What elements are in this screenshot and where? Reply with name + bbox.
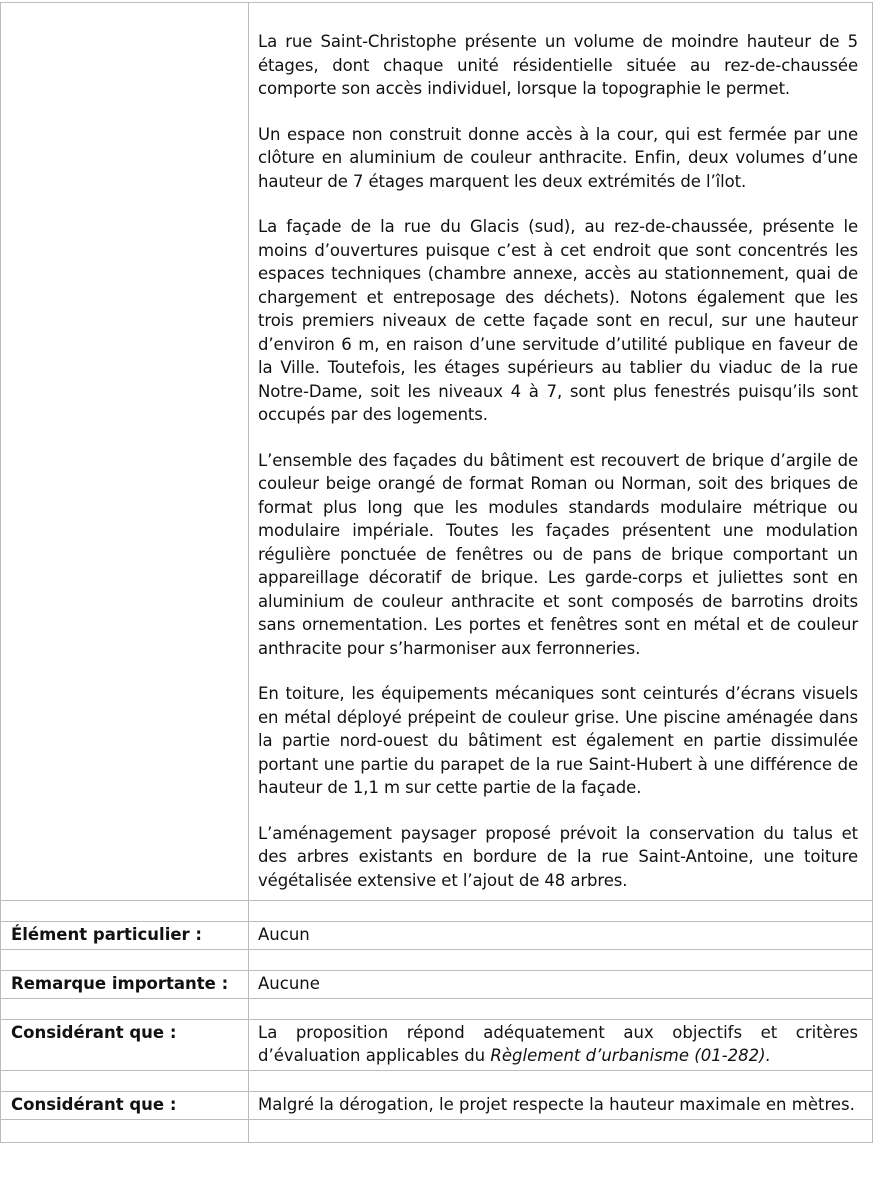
- description-row: [1, 3, 873, 901]
- paragraph-saint-christophe: La rue Saint-Christophe présente un volume de moindre hauteur de 5 étages, dont chaque unité résidentielle située au rez-de-chaussée comporte son accès individuel, lorsque la topographie le permet.: [258, 32, 858, 98]
- considerant-row-2: [1, 1092, 873, 1120]
- remarque-importante-label: Remarque importante :: [1, 971, 249, 999]
- element-particulier-value: Aucun: [249, 922, 873, 950]
- spacer-row: [1, 1120, 873, 1143]
- considerant-value-1: [249, 1020, 873, 1071]
- remarque-importante-value: Aucune: [249, 971, 873, 999]
- considerant-label-1: Considérant que :: [1, 1020, 249, 1071]
- considerant-row-1: [1, 1020, 873, 1071]
- paragraph-materiaux: L’ensemble des façades du bâtiment est recouvert de brique d’argile de couleur beige orangé de format Roman ou Norman, soit des briques de format plus long que les modules standards modulaire métrique ou modulaire impériale. Toutes les façades présentent une modulation régulière ponctuée de fenêtres ou de pans de brique comportant un appareillage décoratif de brique. Les garde-corps et juliettes sont en aluminium de couleur anthracite et sont composés de barrotins droits sans ornementation. Les portes et fenêtres sont en métal et de couleur anthracite pour s’harmoniser aux ferronneries.: [258, 450, 858, 658]
- paragraph-toiture: En toiture, les équipements mécaniques sont ceinturés d’écrans visuels en métal déployé prépeint de couleur grise. Une piscine aménagée dans la partie nord-ouest du bâtiment est également en partie dissimulée portant une partie du parapet de la rue Saint-Hubert à une différence de hauteur de 1,1 m sur cette partie de la façade.: [258, 684, 858, 797]
- paragraph-facade-glacis: La façade de la rue du Glacis (sud), au rez-de-chaussée, présente le moins d’ouvertures puisque c’est à cet endroit que sont concentrés les espaces techniques (chambre annexe, accès au stationnement, quai de chargement et entreposage des déchets). Notons également que les trois premiers niveaux de cette façade sont en recul, sur une hauteur d’environ 6 m, en raison d’une servitude d’utilité publique en faveur de la Ville. Toutefois, les étages supérieurs au tablier du viaduc de la rue Notre-Dame, soit les niveaux 4 à 7, sont plus fenestrés puisqu’ils sont occupés par des logements.: [258, 217, 858, 424]
- spacer-row: [1, 901, 873, 922]
- spacer-row: [1, 1071, 873, 1092]
- element-particulier-label: Élément particulier :: [1, 922, 249, 950]
- reglement-reference: Règlement d’urbanisme (01-282).: [490, 1046, 771, 1065]
- description-label-cell: [1, 3, 249, 901]
- element-particulier-row: [1, 922, 873, 950]
- paragraph-espace-non-construit: Un espace non construit donne accès à la cour, qui est fermée par une clôture en aluminium de couleur anthracite. Enfin, deux volumes d’une hauteur de 7 étages marquent les deux extrémités de l’îlot.: [258, 124, 858, 191]
- spacer-row: [1, 999, 873, 1020]
- considerant-value-2: Malgré la dérogation, le projet respecte la hauteur maximale en mètres.: [249, 1092, 873, 1120]
- paragraph-amenagement-paysager: L’aménagement paysager proposé prévoit la conservation du talus et des arbres existants en bordure de la rue Saint-Antoine, une toiture végétalisée extensive et l’ajout de 48 arbres.: [258, 823, 858, 890]
- remarque-importante-row: [1, 971, 873, 999]
- considerant-text-1: La proposition répond adéquatement aux objectifs et critères d’évaluation applicables du: [258, 1023, 858, 1065]
- decision-table: [0, 2, 873, 1143]
- spacer-row: [1, 950, 873, 971]
- description-text-cell: [249, 3, 873, 901]
- considerant-label-2: Considérant que :: [1, 1092, 249, 1120]
